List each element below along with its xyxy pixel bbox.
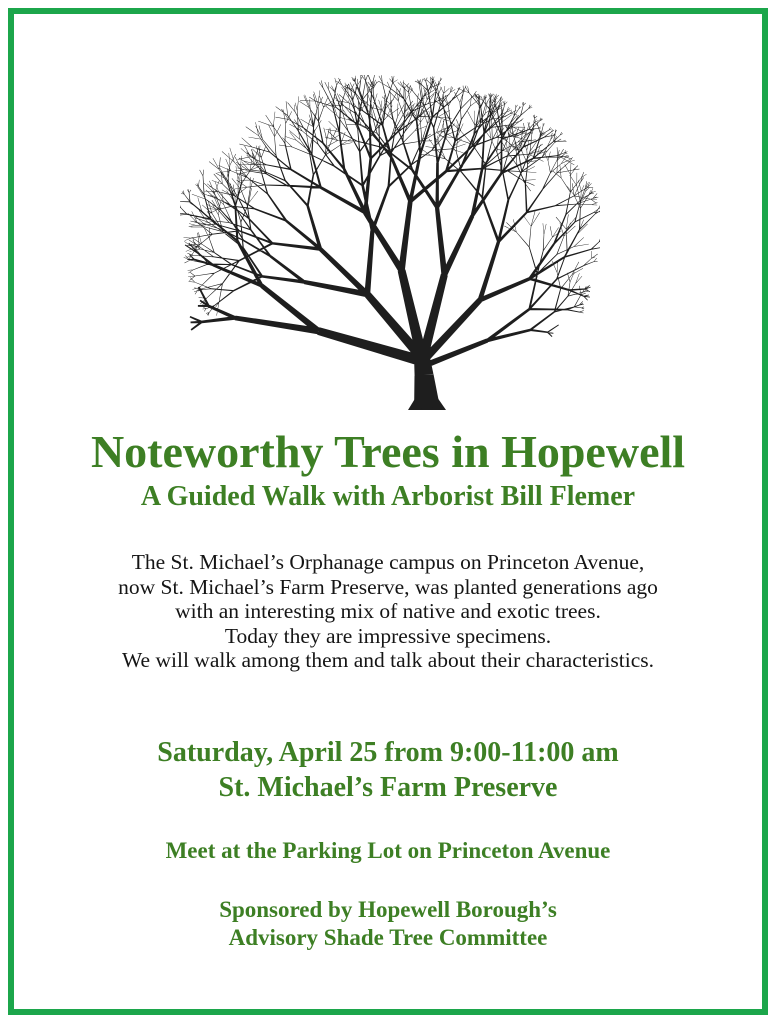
tree-branches xyxy=(180,75,600,409)
meeting-point: Meet at the Parking Lot on Princeton Avenue xyxy=(165,838,611,863)
sponsor-line: Advisory Shade Tree Committee xyxy=(228,925,548,950)
sponsor-line: Sponsored by Hopewell Borough’s xyxy=(219,897,557,922)
description-line: with an interesting mix of native and exotic trees. xyxy=(175,599,601,623)
event-details xyxy=(20,735,756,805)
flyer-title: Noteworthy Trees in Hopewell xyxy=(90,426,686,477)
event-location: St. Michael’s Farm Preserve xyxy=(218,772,558,803)
description-line: The St. Michael’s Orphanage campus on Princeton Avenue, xyxy=(131,550,645,574)
description-line: We will walk among them and talk about their characteristics. xyxy=(121,648,654,672)
sponsor-credit xyxy=(20,896,756,952)
description-line: Today they are impressive specimens. xyxy=(224,623,552,648)
event-description xyxy=(20,550,756,673)
tree-silhouette-icon xyxy=(180,75,600,410)
description-line: now St. Michael’s Farm Preserve, was planted generations ago xyxy=(118,574,658,599)
event-date-time: Saturday, April 25 from 9:00-11:00 am xyxy=(157,737,619,768)
flyer-subtitle: A Guided Walk with Arborist Bill Flemer xyxy=(140,481,636,512)
